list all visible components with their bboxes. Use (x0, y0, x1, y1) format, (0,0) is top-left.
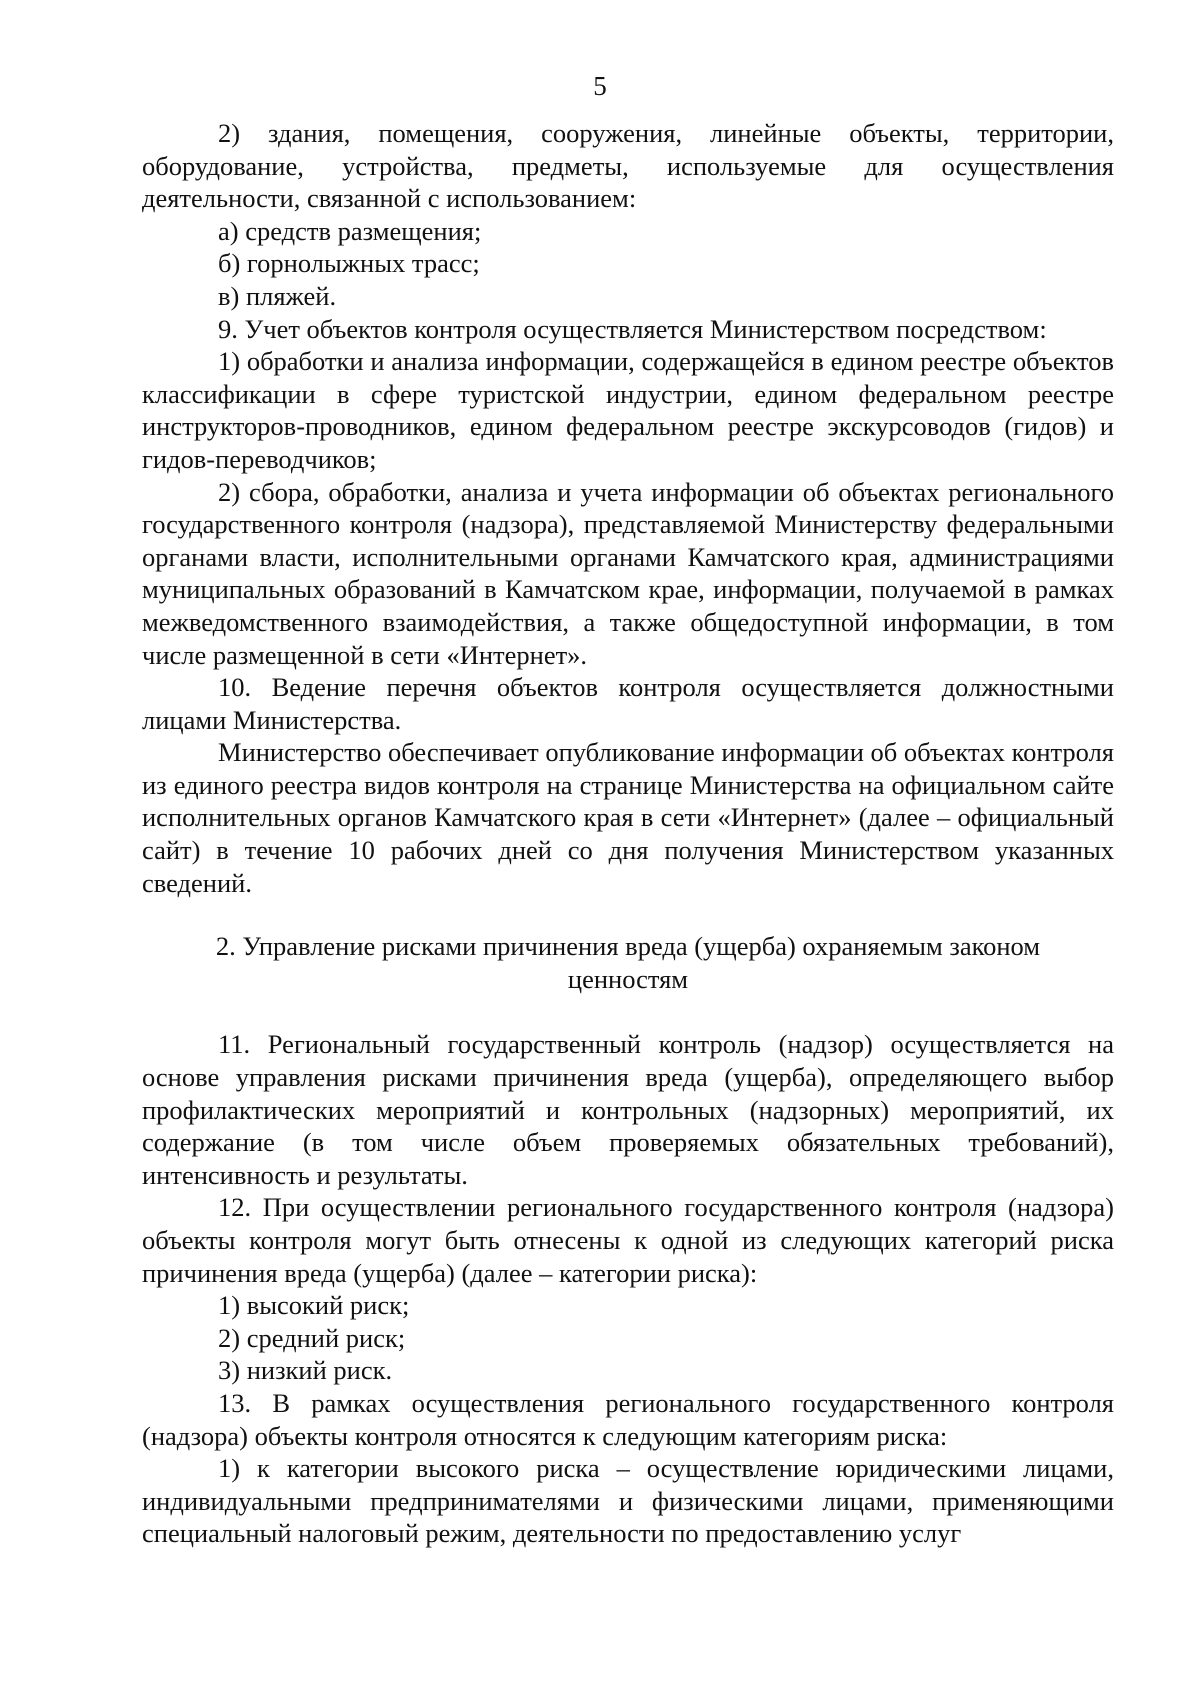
risk-low: 3) низкий риск. (218, 1355, 393, 1386)
paragraph-12: 12. При осуществлении регионального государственного контроля (надзора) объекты контроля могут быть отнесены к одной из следующих категорий риска причинения вреда (ущерба) (далее – категории риска): (142, 1192, 1114, 1288)
section-heading-line-1: 2. Управление рисками причинения вреда (ущерба) охраняемым законом (215, 931, 1041, 962)
subitem-v: в) пляжей. (218, 280, 337, 311)
paragraph-13: 13. В рамках осуществления регионального государственного контроля (надзора) объекты контроля относятся к следующим категориям риска: (142, 1387, 1114, 1451)
risk-medium: 2) средний риск; (218, 1322, 406, 1353)
paragraph-10-publication: Министерство обеспечивает опубликование информации об объектах контроля из единого реестра видов контроля на странице Министерства на официальном сайте исполнительных органов Камчатского края в сети «Интернет» (далее – официальный сайт) в течение 10 рабочих дней со дня получения Министерством указанных сведений. (142, 737, 1114, 898)
paragraph-11: 11. Региональный государственный контроль (надзор) осуществляется на основе управления рисками причинения вреда (ущерба), определяющего выбор профилактических мероприятий и контрольных (надзорных) мероприятий, их содержание (в том числе объем проверяемых обязательных требований), интенсивность и результаты. (142, 1029, 1114, 1190)
section-heading-line-2: ценностям (567, 963, 689, 994)
paragraph-10: 10. Ведение перечня объектов контроля осуществляется должностными лицами Министерства. (142, 672, 1114, 735)
subitem-b: б) горнолыжных трасс; (218, 248, 480, 279)
page-number: 5 (593, 71, 607, 101)
document-body (142, 117, 1114, 1550)
paragraph-9-item-1: 1) обработки и анализа информации, содержащейся в едином реестре объектов классификации в сфере туристской индустрии, едином федеральном реестре инструкторов-проводников, едином федеральном реестре экскурсоводов (гидов) и гидов-переводчиков; (142, 346, 1114, 474)
subitem-a: а) средств размещения; (218, 215, 482, 246)
paragraph-9-item-2: 2) сбора, обработки, анализа и учета информации об объектах регионального государственного контроля (надзора), представляемой Министерству федеральными органами власти, исполнительными органами Камчатского края, администрациями муниципальных образований в Камчатском крае, информации, получаемой в рамках межведомственного взаимодействия, а также общедоступной информации, в том числе размещенной в сети «Интернет». (142, 476, 1114, 670)
risk-high: 1) высокий риск; (218, 1290, 410, 1321)
section-heading (142, 930, 1114, 995)
paragraph-13-item-1: 1) к категории высокого риска – осуществление юридическими лицами, индивидуальными предпринимателями и физическими лицами, применяющими специальный налоговый режим, деятельности по предоставлению услуг (142, 1453, 1114, 1549)
paragraph-9: 9. Учет объектов контроля осуществляется Министерством посредством: (218, 313, 1047, 344)
item-2-buildings: 2) здания, помещения, сооружения, линейные объекты, территории, оборудование, устройства, предметы, используемые для осуществления деятельности, связанной с использованием: (142, 118, 1114, 214)
